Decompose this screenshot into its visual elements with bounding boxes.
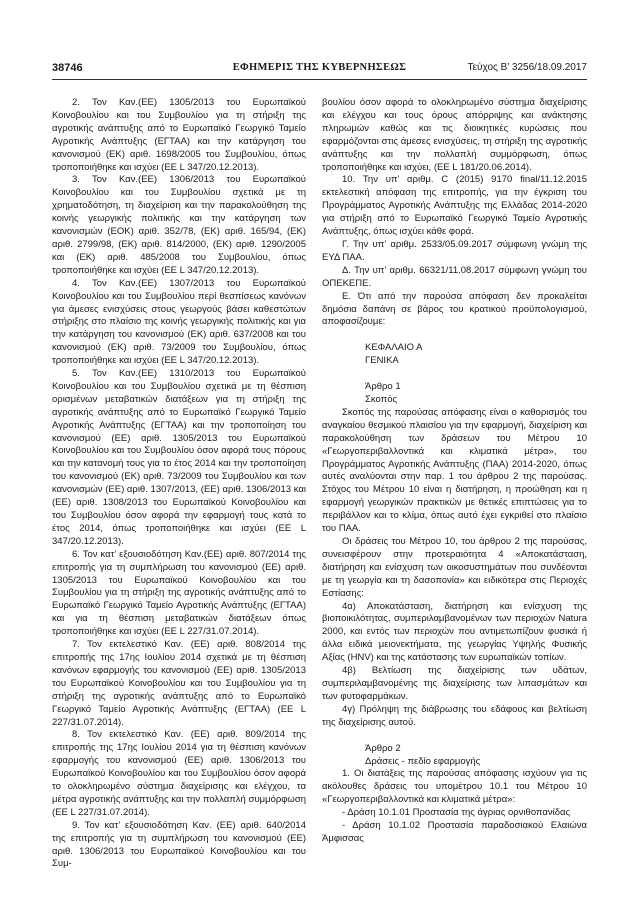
recital-5: 5. Τον Καν.(ΕΕ) 1310/2013 του Ευρωπαϊκού Κοινοβουλίου και του Συμβουλίου σχετικά με τη θέσπιση ορισμένων μεταβατικών διατάξεων για τη στήριξη της αγροτικής ανάπτυξης από το Ευρωπαϊκό Γεωργικό Ταμείο Αγροτικής Ανάπτυξης (ΕΓΤΑΑ) και την τροποποίηση του κανονισμού (ΕΕ) αριθ. 1305/2013 του Ευρωπαϊκού Κοινοβουλίου και του Συμβουλίου όσον αφορά τους πόρους και την κατανομή τους για το έτος 2014 και την τροποποίηση του κανονισμού (ΕΚ) αριθ. 73/2009 του Συμβουλίου και των κανονισμών (ΕΕ) αριθ. 1307/2013, (ΕΕ) αριθ. 1306/2013 και (ΕΕ) αριθ. 1308/2013 του Ευρωπαϊκού Κοινοβουλίου και του Συμβουλίου όσον αφορά την εφαρμογή τους κατά το έτος 2014, όπως τροποποιήθηκε και ισχύει (ΕΕ L 347/20.12.2013). — [52, 368, 306, 547]
recital-d: Δ. Την υπ’ αριθμ. 66321/11.08.2017 σύμφωνη γνώμη του ΟΠΕΚΕΠΕ. — [322, 264, 587, 289]
article-2-title: Δράσεις - πεδίο εφαρμογής — [365, 755, 481, 767]
article-1-heading: Άρθρο 1 — [365, 381, 401, 393]
chapter-heading: ΚΕΦΑΛΑΙΟ Α — [365, 342, 423, 354]
recital-9-continued: βουλίου όσον αφορά το ολοκληρωμένο σύστημα διαχείρισης και ελέγχου και τους όρους απόρριψης και ανάκτησης πληρωμών καθώς και τις διοικητικές κυρώσεις που εφαρμόζονται στις άμεσες ενισχύσεις, τη στήριξη της αγροτικής ανάπτυξης και την πολλαπλή συμμόρφωση, όπως τροποποιήθηκε και ισχύει, (ΕΕ L 181/20.06.2014). — [322, 97, 587, 173]
article-2-item-1: - Δράση 10.1.01 Προστασία της άγριας ορνιθοπανίδας — [342, 807, 571, 819]
recital-3: 3. Τον Καν.(ΕΕ) 1306/2013 του Ευρωπαϊκού Κοινοβουλίου και του Συμβουλίου σχετικά με τη χρηματοδότηση, τη διαχείριση και την παρακολούθηση της κοινής γεωργικής πολιτικής και την κατάργηση των κανονισμών (ΕΟΚ) αριθ. 352/78, (ΕΚ) αριθ. 165/94, (ΕΚ) αριθ. 2799/98, (ΕΚ) αριθ. 814/2000, (ΕΚ) αριθ. 1290/2005 και (ΕΚ) αριθ. 485/2008 του Συμβουλίου, όπως τροποποιήθηκε και ισχύει (ΕΕ L 347/20.12.2013). — [52, 174, 306, 276]
recital-e: Ε. Ότι από την παρούσα απόφαση δεν προκαλείται δημόσια δαπάνη σε βάρος του κρατικού προϋπολογισμού, αποφασίζουμε: — [322, 290, 587, 328]
left-column — [52, 97, 306, 871]
recital-8: 8. Τον εκτελεστικό Καν. (ΕΕ) αριθ. 809/2014 της επιτροπής της 17ης Ιουλίου 2014 για τη θέσπιση κανόνων εφαρμογής του κανονισμού (ΕΕ) αριθ. 1306/2013 του Ευρωπαϊκού Κοινοβουλίου και του Συμβουλίου όσον αφορά το ολοκληρωμένο σύστημα διαχείρισης και ελέγχου, τα μέτρα αγροτικής ανάπτυξης και την πολλαπλή συμμόρφωση (ΕΕ L 227/31.07.2014). — [52, 729, 306, 818]
article-1-para-4: 4β) Βελτίωση της διαχείρισης των υδάτων, συμπεριλαμβανομένης της διαχείρισης των λιπασμάτων και των φυτοφαρμάκων. — [322, 665, 587, 702]
chapter-title: ΓΕΝΙΚΑ — [365, 355, 399, 367]
recital-10: 10. Την υπ’ αριθμ. C (2015) 9170 final/11.12.2015 εκτελεστική απόφαση της επιτροπής, για την έγκριση του Προγράμματος Αγροτικής Ανάπτυξης της Ελλάδας 2014-2020 για στήριξη από το Ευρωπαϊκό Γεωργικό Ταμείο Αγροτικής Ανάπτυξης, όπως ισχύει κάθε φορά. — [322, 174, 587, 238]
article-2-item-2: - Δράση 10.1.02 Προστασία παραδοσιακού Ελαιώνα Άμφισσας — [322, 820, 587, 844]
issue-number: Τεύχος Β’ 3256/18.09.2017 — [467, 62, 587, 73]
article-1-para-5: 4γ) Πρόληψη της διάβρωσης του εδάφους και βελτίωση της διαχείρισης αυτού. — [322, 703, 587, 728]
recital-7: 7. Τον εκτελεστικό Καν. (ΕΕ) αριθ. 808/2014 της επιτροπής της 17ης Ιουλίου 2014 σχετικά με τη θέσπιση κανόνων εφαρμογής του κανονισμού (ΕΕ) αριθ. 1305/2013 του Ευρωπαϊκού Κοινοβουλίου και του Συμβουλίου για τη στήριξη της αγροτικής ανάπτυξης από το Ευρωπαϊκό Γεωργικό Ταμείο Αγροτικής Ανάπτυξης (ΕΓΤΑΑ) (ΕΕ L 227/31.07.2014). — [52, 639, 306, 728]
recital-2: 2. Τον Καν.(ΕΕ) 1305/2013 του Ευρωπαϊκού Κοινοβουλίου και του Συμβουλίου για τη στήριξη της αγροτικής ανάπτυξης από το Ευρωπαϊκό Γεωργικό Ταμείο Αγροτικής Ανάπτυξης (ΕΓΤΑΑ) και την κατάργηση του κανονισμού (ΕΚ) αριθ. 1698/2005 του Συμβουλίου, όπως τροποποιήθηκε και ισχύει (ΕΕ L 347/20.12.2013). — [52, 97, 306, 173]
article-1-para-3: 4α) Αποκατάσταση, διατήρηση και ενίσχυση της βιοποικιλότητας, συμπεριλαμβανομένων των περιοχών Natura 2000, και εντός των περιοχών που αντιμετωπίζουν φυσικά ή άλλα ειδικά μειονεκτήματα, της γεωργίας Υψηλής Φυσικής Αξίας (HNV) και της κατάστασης των ευρωπαϊκών τοπίων. — [322, 600, 587, 664]
article-1-title: Σκοπός — [365, 394, 398, 406]
page-number: 38746 — [52, 62, 83, 74]
recital-4: 4. Τον Καν.(ΕΕ) 1307/2013 του Ευρωπαϊκού Κοινοβουλίου και του Συμβουλίου περί θεσπίσεως κανόνων για άμεσες ενισχύσεις στους γεωργούς βάσει καθεστώτων στήριξης στο πλαίσιο της κοινής γεωργικής πολιτικής και για την κατάργηση του κανονισμού (ΕΚ) αριθ. 637/2008 και του κανονισμού (ΕΚ) αριθ. 73/2009 του Συμβουλίου, όπως τροποποιήθηκε και ισχύει (ΕΕ L 347/20.12.2013). — [52, 277, 306, 367]
recital-9: 9. Τον κατ’ εξουσιοδότηση Καν. (ΕΕ) αριθ. 640/2014 της επιτροπής για τη συμπλήρωση του κανονισμού (ΕΕ) αριθ. 1306/2013 του Ευρωπαϊκού Κοινοβουλίου και του Συμ- — [52, 819, 306, 870]
article-2-heading: Άρθρο 2 — [365, 742, 401, 754]
recital-6: 6. Τον κατ’ εξουσιοδότηση Καν.(ΕΕ) αριθ. 807/2014 της επιτροπής για τη συμπλήρωση του κανονισμού (ΕΕ) αριθ. 1305/2013 του Ευρωπαϊκού Κοινοβουλίου και του Συμβουλίου για τη στήριξη της αγροτικής ανάπτυξης από το Ευρωπαϊκό Γεωργικό Ταμείο Αγροτικής Ανάπτυξης (ΕΓΤΑΑ) και για τη θέσπιση μεταβατικών διατάξεων όπως τροποποιήθηκε και ισχύει (ΕΕ L 227/31.07.2014). — [52, 548, 306, 638]
page-header — [52, 62, 587, 78]
article-1-para-2: Οι δράσεις του Μέτρου 10, του άρθρου 2 της παρούσας, συνεισφέρουν στην προτεραιότητα 4 «Αποκατάσταση, διατήρηση και ενίσχυση των οικοσυστημάτων που συνδέονται με τη γεωργία και τη δασοπονία» και ειδικότερα στις Περιοχές Εστίασης: — [322, 536, 587, 599]
gazette-title: ΕΦΗΜΕΡΙΣ ΤΗΣ ΚΥΒΕΡΝΗΣΕΩΣ — [232, 62, 407, 73]
article-1-para-1: Σκοπός της παρούσας απόφασης είναι ο καθορισμός του αναγκαίου θεσμικού πλαισίου για την εφαρμογή, διαχείριση και παρακολούθηση των δράσεων του Μέτρου 10 «Γεωργοπεριβαλλοντικά και κλιματικά μέτρα», του Προγράμματος Αγροτικής Ανάπτυξης (ΠΑΑ) 2014-2020, όπως αυτές αναλύονται στην παρ. 1 του άρθρου 2 της παρούσας. Στόχος του Μέτρου 10 είναι η διατήρηση, η προώθηση και η εφαρμογή γεωργικών πρακτικών με θετικές επιπτώσεις για το περιβάλλον και το κλίμα, όπως αυτό έχει εγκριθεί στο πλαίσιο του ΠΑΑ. — [322, 406, 587, 535]
recital-g: Γ. Την υπ’ αριθμ. 2533/05.09.2017 σύμφωνη γνώμη της ΕΥΔ ΠΑΑ. — [322, 238, 587, 263]
header-divider — [52, 79, 587, 80]
article-2-para-1: 1. Οι διατάξεις της παρούσας απόφασης ισχύουν για τις ακόλουθες δράσεις του υπομέτρου 10.1 του Μέτρου 10 «Γεωργοπεριβαλλοντικά και κλιματικά μέτρα»: — [322, 768, 587, 806]
right-column — [322, 97, 587, 846]
